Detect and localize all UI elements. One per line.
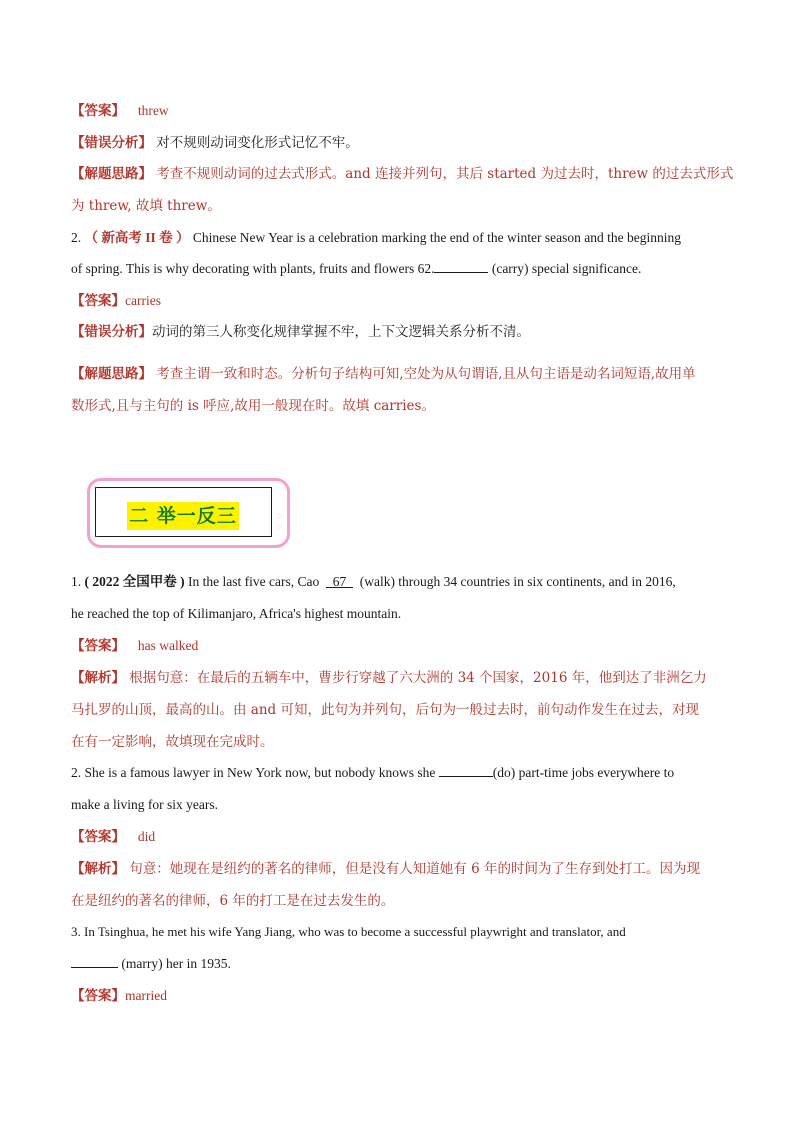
approach-line: 【解题思路】 考查主谓一致和时态。分析句子结构可知,空处为从句谓语,且从句主语是动名词短语,故用单 [71, 366, 696, 382]
answer-value: carries [125, 293, 161, 308]
answer-value: has walked [137, 638, 199, 653]
section-title: 二 举一反三 [127, 502, 239, 530]
answer-line-carries: 【答案】carries [71, 293, 161, 309]
analysis-line: 【解析】 句意：她现在是纽约的著名的律师，但是没有人知道她有 6 年的时间为了生存到处打工。因为现 [71, 861, 700, 877]
answer-line-did: 【答案】 did [71, 829, 156, 845]
question-source: ( 2022 全国甲卷 ) [84, 574, 185, 589]
error-analysis-line: 【错误分析】 对不规则动词变化形式记忆不牢。 [71, 135, 359, 151]
q1-line2: he reached the top of Kilimanjaro, Africa's highest mountain. [71, 606, 402, 621]
answer-line-threw: 【答案】 threw [71, 103, 169, 119]
q1-line1: 1. ( 2022 全国甲卷 ) In the last five cars, Cao 67 (walk) through 34 countries in six continents, and in 2016, [71, 574, 676, 589]
q3-line1: 3. In Tsinghua, he met his wife Yang Jiang, who was to become a successful playwright and translator, and [71, 924, 626, 939]
approach-line-cont: 数形式,且与主句的 is 呼应,故用一般现在时。故填 carries。 [71, 398, 435, 414]
answer-value: threw [137, 103, 169, 118]
analysis-line-cont: 在有一定影响，故填现在完成时。 [71, 734, 274, 750]
approach-line: 【解题思路】 考查不规则动词的过去式形式。and 连接并列句，其后 started 为过去时，threw 的过去式形式 [71, 166, 734, 182]
answer-blank [434, 259, 488, 273]
question-2-line2: of spring. This is why decorating with plants, fruits and flowers 62. (carry) special significance. [71, 261, 642, 276]
approach-line-cont: 为 threw, 故填 threw。 [71, 198, 221, 214]
answer-blank [439, 763, 493, 777]
answer-line-married: 【答案】married [71, 988, 167, 1004]
analysis-line-cont: 在是纽约的著名的律师，6 年的打工是在过去发生的。 [71, 893, 395, 909]
answer-blank [71, 954, 118, 968]
analysis-line-cont: 马扎罗的山顶，最高的山。由 and 可知，此句为并列句，后句为一般过去时，前句动作发生在过去，对现 [71, 702, 699, 718]
q2-line1: 2. She is a famous lawyer in New York now, but nobody knows she (do) part-time jobs everywhere to [71, 765, 675, 780]
heart-decoration-icon: ♡ [276, 523, 283, 531]
heart-decoration-icon: ♡ [93, 482, 100, 490]
answer-value: married [125, 988, 167, 1003]
analysis-line: 【解析】 根据句意：在最后的五辆车中，曹步行穿越了六大洲的 34 个国家，2016 年，他到达了非洲乞力 [71, 670, 707, 686]
question-2-line1: 2. （ 新高考 II 卷 ） Chinese New Year is a celebration marking the end of the winter season and the beginning [71, 230, 682, 245]
answer-blank-67: 67 [332, 574, 347, 589]
answer-line-has-walked: 【答案】 has walked [71, 638, 199, 654]
q3-line2: (marry) her in 1935. [71, 954, 723, 974]
answer-value: did [137, 829, 156, 844]
q2-line2: make a living for six years. [71, 797, 218, 812]
heart-decoration-icon: ♡ [93, 535, 100, 543]
question-source: （ 新高考 II 卷 ） [84, 230, 190, 245]
heart-decoration-icon: ♡ [276, 513, 283, 521]
error-analysis-line: 【错误分析】动词的第三人称变化规律掌握不牢，上下文逻辑关系分析不清。 [71, 324, 530, 340]
